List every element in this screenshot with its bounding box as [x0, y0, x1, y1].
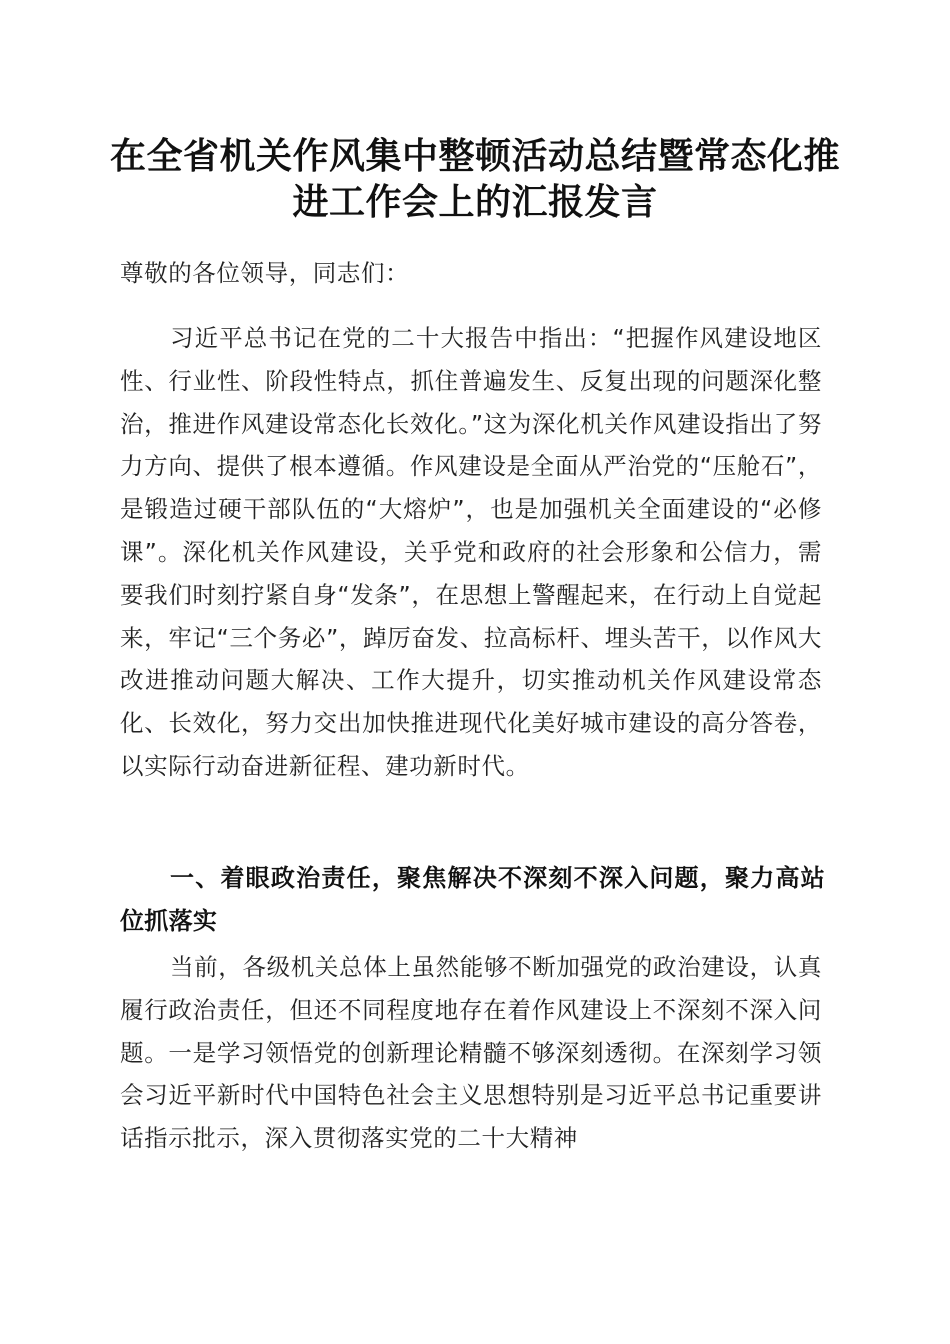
document-title: 在全省机关作风集中整顿活动总结暨常态化推进工作会上的汇报发言: [109, 135, 840, 223]
section-heading-1: 一、着眼政治责任，聚焦解决不深刻不深入问题，聚力高站位抓落实: [120, 864, 825, 935]
section-paragraph-1: 当前，各级机关总体上虽然能够不断加强党的政治建设，认真履行政治责任，但还不同程度地存在着作风建设上不深刻不深入问题。一是学习领悟党的创新理论精髓不够深刻透彻。在深刻学习领会习近平新时代中国特色社会主义思想特别是习近平总书记重要讲话指示批示，深入贯彻落实党的二十大精神: [120, 953, 822, 1153]
intro-paragraph: 习近平总书记在党的二十大报告中指出：“把握作风建设地区性、行业性、阶段性特点，抓住普遍发生、反复出现的问题深化整治，推进作风建设常态化长效化。”这为深化机关作风建设指出了努力方向、提供了根本遵循。作风建设是全面从严治党的“压舱石”，是锻造过硬干部队伍的“大熔炉”，也是加强机关全面建设的“必修课”。深化机关作风建设，关乎党和政府的社会形象和公信力，需要我们时刻拧紧自身“发条”，在思想上警醒起来，在行动上自觉起来，牢记“三个务必”，踔厉奋发、拉高标杆、埋头苦干，以作风大改进推动问题大解决、工作大提升，切实推动机关作风建设常态化、长效化，努力交出加快推进现代化美好城市建设的高分答卷，以实际行动奋进新征程、建功新时代。: [120, 324, 822, 780]
salutation: 尊敬的各位领导，同志们：: [120, 259, 410, 287]
